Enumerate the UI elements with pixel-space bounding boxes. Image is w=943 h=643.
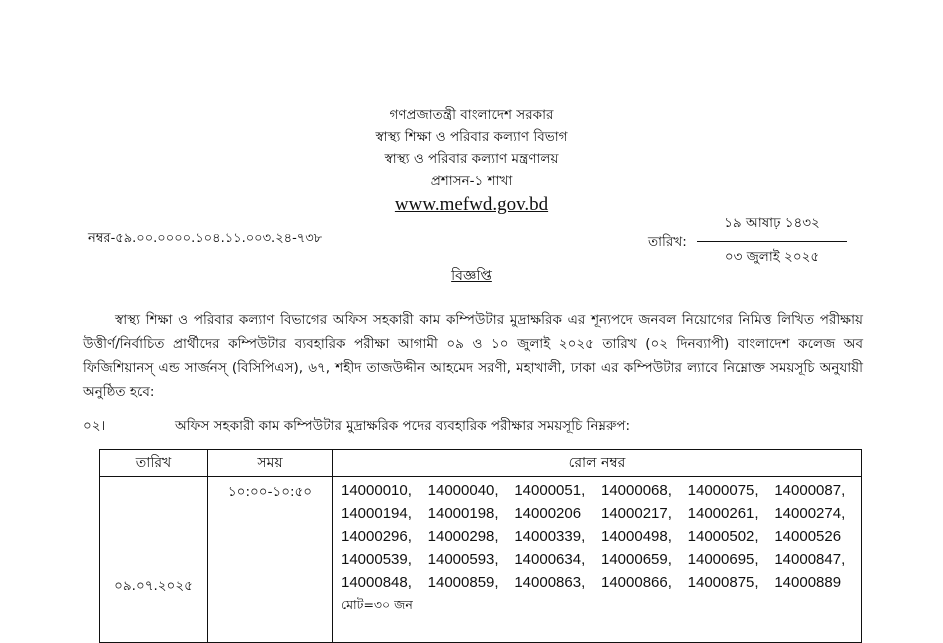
government-name: গণপ্রজাতন্ত্রী বাংলাদেশ সরকার — [389, 107, 554, 123]
date-english: ০৩ জুলাই ২০২৫ — [724, 249, 820, 265]
roll-cell — [333, 477, 862, 643]
header-roll: রোল নম্বর — [333, 450, 862, 477]
roll-number: 14000010, — [341, 482, 412, 499]
date-block — [697, 212, 847, 269]
exam-date: ০৯.০৭.২০২৫ — [114, 578, 193, 594]
header-time: সময় — [208, 450, 333, 477]
date-label: তারিখ: — [648, 234, 687, 250]
ministry-name: স্বাস্থ্য ও পরিবার কল্যাণ মন্ত্রণালয় — [384, 151, 559, 167]
time-cell — [208, 477, 333, 643]
roll-number: 14000206 — [514, 505, 582, 522]
roll-number: 14000087, — [774, 482, 846, 499]
roll-row — [341, 571, 861, 594]
roll-number: 14000051, — [514, 482, 586, 499]
date-bangla: ১৯ আষাঢ় ১৪৩২ — [697, 212, 847, 242]
roll-number: 14000261, — [687, 505, 759, 522]
website-link[interactable]: www.mefwd.gov.bd — [394, 194, 549, 215]
roll-number: 14000068, — [600, 482, 672, 499]
header-date: তারিখ — [100, 450, 208, 477]
roll-number: 14000859, — [427, 574, 499, 591]
roll-number: 14000848, — [341, 574, 412, 591]
roll-number: 14000593, — [427, 551, 499, 568]
exam-time: ১০:০০-১০:৫০ — [227, 484, 313, 500]
roll-number: 14000634, — [514, 551, 586, 568]
roll-number: 14000863, — [514, 574, 586, 591]
roll-row — [341, 479, 861, 502]
roll-row — [341, 548, 861, 571]
roll-number: 14000339, — [514, 528, 586, 545]
letterhead — [0, 104, 943, 218]
roll-number: 14000298, — [427, 528, 499, 545]
memo-number: নম্বর-৫৯.০০.০০০০.১০৪.১১.০০৩.২৪-৭৩৮ — [88, 231, 323, 246]
notice-paragraph: স্বাস্থ্য শিক্ষা ও পরিবার কল্যাণ বিভাগের অফিস সহকারী কাম কম্পিউটার মুদ্রাক্ষরিক এর শূন্যপদে জনবল নিয়োগের নিমিত্ত লিখিত পরীক্ষায় উত্তীর্ণ/নির্বাচিত প্রার্থীদের কম্পিউটার ব্যবহারিক পরীক্ষা আগামী ০৯ ও ১০ জুলাই ২০২৫ তারিখ (০২ দিনব্যাপী) বাংলাদেশ কলেজ অব ফিজিশিয়ানস্ এন্ড সার্জনস্ (বিসিপিএস), ৬৭, শহীদ তাজউদ্দীন আহমেদ সরণী, মহাখালী, ঢাকা এর কম্পিউটার ল্যাবে নিম্নোক্ত সময়সূচি অনুযায়ী অনুষ্ঠিত হবে: — [83, 312, 863, 400]
section-heading: অফিস সহকারী কাম কম্পিউটার মুদ্রাক্ষরিক পদের ব্যবহারিক পরীক্ষার সময়সূচি নিম্নরুপ: — [175, 418, 631, 434]
roll-number: 14000296, — [341, 528, 412, 545]
division-name: স্বাস্থ্য শিক্ষা ও পরিবার কল্যাণ বিভাগ — [375, 129, 568, 145]
roll-row — [341, 502, 861, 525]
branch-name: প্রশাসন-১ শাখা — [430, 173, 513, 189]
roll-number: 14000866, — [600, 574, 672, 591]
roll-number: 14000217, — [600, 505, 672, 522]
roll-number: 14000194, — [341, 505, 412, 522]
roll-number: 14000274, — [774, 505, 846, 522]
roll-number: 14000695, — [687, 551, 759, 568]
total-count: মোট=৩০ জন — [341, 597, 413, 612]
schedule-table — [99, 449, 862, 643]
section-number: ০২। — [83, 418, 106, 434]
notice-title — [0, 264, 943, 288]
roll-number: 14000526 — [774, 528, 842, 545]
table-header-row — [100, 450, 862, 477]
roll-row — [341, 525, 861, 548]
roll-number: 14000502, — [687, 528, 759, 545]
date-cell — [100, 477, 208, 643]
notice-title-text: বিজ্ঞপ্তি — [451, 268, 492, 284]
roll-number: 14000889 — [774, 574, 842, 591]
roll-number: 14000659, — [600, 551, 672, 568]
roll-number: 14000040, — [427, 482, 499, 499]
roll-number: 14000847, — [774, 551, 846, 568]
table-row — [100, 477, 862, 643]
roll-number: 14000539, — [341, 551, 412, 568]
roll-number: 14000075, — [687, 482, 759, 499]
roll-number: 14000198, — [427, 505, 499, 522]
roll-number: 14000875, — [687, 574, 759, 591]
roll-number: 14000498, — [600, 528, 672, 545]
